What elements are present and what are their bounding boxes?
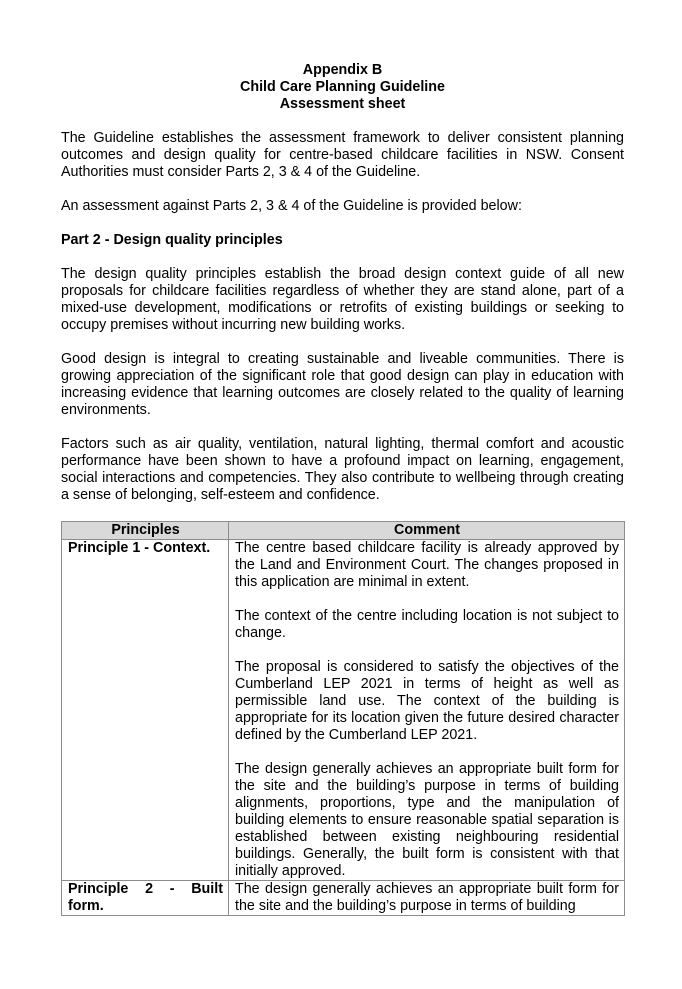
comment-column-header: Comment: [229, 522, 625, 540]
appendix-label: Appendix B: [302, 62, 383, 78]
document-title-block: [61, 62, 624, 113]
guideline-title: Child Care Planning Guideline: [240, 79, 445, 95]
part2-heading: Part 2 - Design quality principles: [61, 232, 283, 248]
table-header-row: [62, 522, 625, 540]
comment-paragraph: The centre based childcare facility is already approved by the Land and Environment Court. The changes proposed in this application are minimal in extent.: [235, 540, 619, 590]
document-page: [61, 62, 624, 916]
table-row: [62, 540, 625, 881]
comment-paragraph: The design generally achieves an appropriate built form for the site and the building’s purpose in terms of building alignments, proportions, type and the manipulation of building elements to ensure reasonable spatial separation is established between existing neighbouring residential buildings. Generally, the built form is consistent with that initially approved.: [235, 761, 619, 879]
comment-paragraph: The proposal is considered to satisfy the objectives of the Cumberland LEP 2021 in terms of height as well as permissible land use. The context of the building is appropriate for its location given the future desired character defined by the Cumberland LEP 2021.: [235, 659, 619, 743]
comment-cell: [229, 540, 625, 881]
comment-cell: [229, 881, 625, 916]
principle-cell: Principle 2 - Built form.: [62, 881, 229, 916]
intro-paragraph-2: An assessment against Parts 2, 3 & 4 of the Guideline is provided below:: [61, 198, 522, 214]
assessment-table: [61, 521, 625, 916]
intro-paragraph-1: The Guideline establishes the assessment framework to deliver consistent planning outcomes and design quality for centre-based childcare facilities in NSW. Consent Authorities must consider Parts 2, 3 & 4 of the Guideline.: [61, 130, 624, 180]
sheet-title: Assessment sheet: [279, 96, 406, 112]
principles-column-header: Principles: [62, 522, 229, 540]
principle-cell: Principle 1 - Context.: [62, 540, 229, 881]
table-row: [62, 881, 625, 916]
comment-paragraph: The design generally achieves an appropriate built form for the site and the building’s purpose in terms of building: [235, 881, 619, 914]
comment-paragraph: The context of the centre including location is not subject to change.: [235, 608, 619, 641]
part2-paragraph-2: Good design is integral to creating sustainable and liveable communities. There is growing appreciation of the significant role that good design can play in education with increasing evidence that learning outcomes are closely related to the quality of learning environments.: [61, 351, 624, 418]
part2-paragraph-3: Factors such as air quality, ventilation, natural lighting, thermal comfort and acoustic performance have been shown to have a profound impact on learning, engagement, social interactions and competencies. They also contribute to wellbeing through creating a sense of belonging, self-esteem and confidence.: [61, 436, 624, 503]
part2-paragraph-1: The design quality principles establish the broad design context guide of all new proposals for childcare facilities regardless of whether they are stand alone, part of a mixed-use development, modifications or retrofits of existing buildings or seeking to occupy premises without incurring new building works.: [61, 266, 624, 333]
